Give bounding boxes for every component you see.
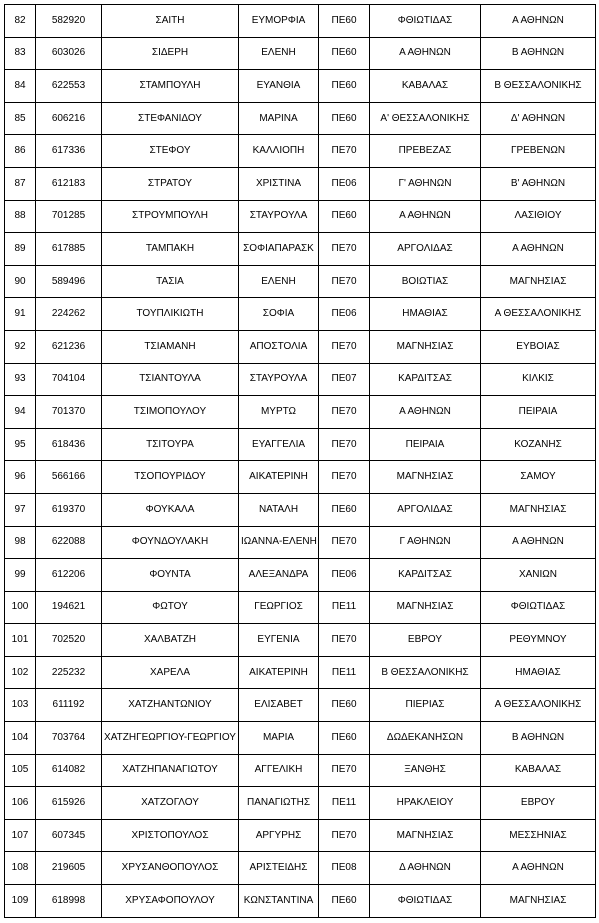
cell-branch: ΠΕ70 xyxy=(319,526,370,559)
cell-surname: ΤΟΥΠΛΙΚΙΩΤΗ xyxy=(102,298,239,331)
cell-row-number: 105 xyxy=(5,754,36,787)
cell-destination: ΜΑΓΝΗΣΙΑΣ xyxy=(481,493,596,526)
cell-surname: ΤΣΙΜΟΠΟΥΛΟΥ xyxy=(102,396,239,429)
cell-origin: ΒΟΙΩΤΙΑΣ xyxy=(370,265,481,298)
cell-registry-id: 607345 xyxy=(36,819,102,852)
cell-origin: Α ΑΘΗΝΩΝ xyxy=(370,200,481,233)
table-row xyxy=(5,852,596,885)
cell-destination: ΡΕΘΥΜΝΟΥ xyxy=(481,624,596,657)
cell-branch: ΠΕ11 xyxy=(319,656,370,689)
cell-registry-id: 219605 xyxy=(36,852,102,885)
cell-branch: ΠΕ60 xyxy=(319,70,370,103)
cell-surname: ΦΩΤΟΥ xyxy=(102,591,239,624)
cell-surname: ΧΑΤΖΗΠΑΝΑΓΙΩΤΟΥ xyxy=(102,754,239,787)
cell-first-name: ΜΑΡΙΑ xyxy=(239,722,319,755)
cell-registry-id: 619370 xyxy=(36,493,102,526)
cell-origin: ΑΡΓΟΛΙΔΑΣ xyxy=(370,233,481,266)
cell-registry-id: 701370 xyxy=(36,396,102,429)
cell-branch: ΠΕ70 xyxy=(319,330,370,363)
cell-branch: ΠΕ06 xyxy=(319,167,370,200)
cell-surname: ΦΟΥΝΤΑ xyxy=(102,559,239,592)
cell-surname: ΣΤΕΦΑΝΙΔΟΥ xyxy=(102,102,239,135)
cell-origin: ΞΑΝΘΗΣ xyxy=(370,754,481,787)
cell-first-name: ΣΟΦΙΑ xyxy=(239,298,319,331)
cell-origin: Α ΑΘΗΝΩΝ xyxy=(370,396,481,429)
cell-destination: ΗΜΑΘΙΑΣ xyxy=(481,656,596,689)
cell-destination: ΓΡΕΒΕΝΩΝ xyxy=(481,135,596,168)
cell-destination: ΛΑΣΙΘΙΟΥ xyxy=(481,200,596,233)
cell-first-name: ΠΑΝΑΓΙΩΤΗΣ xyxy=(239,787,319,820)
cell-registry-id: 225232 xyxy=(36,656,102,689)
cell-row-number: 83 xyxy=(5,37,36,70)
cell-destination: ΦΘΙΩΤΙΔΑΣ xyxy=(481,591,596,624)
cell-destination: Β' ΑΘΗΝΩΝ xyxy=(481,167,596,200)
cell-destination: ΕΥΒΟΙΑΣ xyxy=(481,330,596,363)
cell-row-number: 82 xyxy=(5,5,36,38)
cell-row-number: 108 xyxy=(5,852,36,885)
cell-first-name: ΝΑΤΑΛΗ xyxy=(239,493,319,526)
document-page xyxy=(4,4,596,918)
cell-surname: ΦΟΥΝΔΟΥΛΑΚΗ xyxy=(102,526,239,559)
cell-first-name: ΓΕΩΡΓΙΟΣ xyxy=(239,591,319,624)
cell-destination: Β ΑΘΗΝΩΝ xyxy=(481,37,596,70)
cell-branch: ΠΕ60 xyxy=(319,200,370,233)
cell-surname: ΤΣΙΤΟΥΡΑ xyxy=(102,428,239,461)
cell-first-name: ΑΛΕΞΑΝΔΡΑ xyxy=(239,559,319,592)
table-row xyxy=(5,200,596,233)
table-row xyxy=(5,526,596,559)
cell-first-name: ΑΡΙΣΤΕΙΔΗΣ xyxy=(239,852,319,885)
cell-surname: ΣΤΑΜΠΟΥΛΗ xyxy=(102,70,239,103)
cell-origin: ΚΑΡΔΙΤΣΑΣ xyxy=(370,559,481,592)
cell-branch: ΠΕ06 xyxy=(319,559,370,592)
cell-row-number: 92 xyxy=(5,330,36,363)
cell-branch: ΠΕ60 xyxy=(319,689,370,722)
cell-branch: ΠΕ70 xyxy=(319,265,370,298)
cell-registry-id: 612183 xyxy=(36,167,102,200)
cell-surname: ΧΑΛΒΑΤΖΗ xyxy=(102,624,239,657)
table-row xyxy=(5,689,596,722)
cell-registry-id: 618436 xyxy=(36,428,102,461)
cell-row-number: 87 xyxy=(5,167,36,200)
cell-destination: Α ΑΘΗΝΩΝ xyxy=(481,5,596,38)
cell-origin: ΗΜΑΘΙΑΣ xyxy=(370,298,481,331)
cell-first-name: ΕΛΕΝΗ xyxy=(239,265,319,298)
table-row xyxy=(5,233,596,266)
cell-row-number: 100 xyxy=(5,591,36,624)
cell-first-name: ΕΛΙΣΑΒΕΤ xyxy=(239,689,319,722)
cell-first-name: ΕΥΓΕΝΙΑ xyxy=(239,624,319,657)
cell-registry-id: 582920 xyxy=(36,5,102,38)
cell-surname: ΤΣΟΠΟΥΡΙΔΟΥ xyxy=(102,461,239,494)
cell-registry-id: 621236 xyxy=(36,330,102,363)
cell-branch: ΠΕ60 xyxy=(319,37,370,70)
cell-destination: ΜΕΣΣΗΝΙΑΣ xyxy=(481,819,596,852)
cell-surname: ΤΑΜΠΑΚΗ xyxy=(102,233,239,266)
cell-first-name: ΣΤΑΥΡΟΥΛΑ xyxy=(239,200,319,233)
cell-origin: ΠΕΙΡΑΙΑ xyxy=(370,428,481,461)
table-row xyxy=(5,461,596,494)
cell-registry-id: 612206 xyxy=(36,559,102,592)
cell-row-number: 85 xyxy=(5,102,36,135)
table-row xyxy=(5,363,596,396)
cell-branch: ΠΕ60 xyxy=(319,722,370,755)
cell-registry-id: 611192 xyxy=(36,689,102,722)
cell-row-number: 103 xyxy=(5,689,36,722)
cell-registry-id: 614082 xyxy=(36,754,102,787)
cell-origin: ΔΩΔΕΚΑΝΗΣΩΝ xyxy=(370,722,481,755)
cell-destination: Α ΘΕΣΣΑΛΟΝΙΚΗΣ xyxy=(481,689,596,722)
table-body xyxy=(5,5,596,918)
cell-origin: ΜΑΓΝΗΣΙΑΣ xyxy=(370,330,481,363)
table-row xyxy=(5,656,596,689)
cell-destination: ΧΑΝΙΩΝ xyxy=(481,559,596,592)
cell-registry-id: 615926 xyxy=(36,787,102,820)
cell-origin: ΦΘΙΩΤΙΔΑΣ xyxy=(370,5,481,38)
cell-registry-id: 194621 xyxy=(36,591,102,624)
cell-surname: ΧΡΥΣΑΦΟΠΟΥΛΟΥ xyxy=(102,885,239,918)
cell-first-name: ΑΙΚΑΤΕΡΙΝΗ xyxy=(239,656,319,689)
cell-registry-id: 566166 xyxy=(36,461,102,494)
table-row xyxy=(5,819,596,852)
table-row xyxy=(5,135,596,168)
table-row xyxy=(5,37,596,70)
cell-branch: ΠΕ06 xyxy=(319,298,370,331)
cell-branch: ΠΕ70 xyxy=(319,428,370,461)
cell-destination: ΠΕΙΡΑΙΑ xyxy=(481,396,596,429)
cell-registry-id: 617336 xyxy=(36,135,102,168)
cell-branch: ΠΕ70 xyxy=(319,461,370,494)
table-row xyxy=(5,493,596,526)
table-row xyxy=(5,591,596,624)
cell-origin: Δ ΑΘΗΝΩΝ xyxy=(370,852,481,885)
cell-registry-id: 606216 xyxy=(36,102,102,135)
table-row xyxy=(5,265,596,298)
cell-surname: ΧΑΤΖΟΓΛΟΥ xyxy=(102,787,239,820)
cell-branch: ΠΕ07 xyxy=(319,363,370,396)
cell-branch: ΠΕ70 xyxy=(319,754,370,787)
cell-row-number: 88 xyxy=(5,200,36,233)
cell-origin: ΜΑΓΝΗΣΙΑΣ xyxy=(370,461,481,494)
cell-destination: Δ' ΑΘΗΝΩΝ xyxy=(481,102,596,135)
cell-surname: ΧΑΡΕΛΑ xyxy=(102,656,239,689)
cell-first-name: ΕΥΜΟΡΦΙΑ xyxy=(239,5,319,38)
table-row xyxy=(5,624,596,657)
cell-origin: Γ' ΑΘΗΝΩΝ xyxy=(370,167,481,200)
cell-row-number: 106 xyxy=(5,787,36,820)
transfer-table xyxy=(4,4,596,918)
cell-destination: Β ΑΘΗΝΩΝ xyxy=(481,722,596,755)
cell-surname: ΣΤΡΟΥΜΠΟΥΛΗ xyxy=(102,200,239,233)
cell-origin: Β ΘΕΣΣΑΛΟΝΙΚΗΣ xyxy=(370,656,481,689)
cell-row-number: 84 xyxy=(5,70,36,103)
cell-destination: ΕΒΡΟΥ xyxy=(481,787,596,820)
cell-first-name: ΑΓΓΕΛΙΚΗ xyxy=(239,754,319,787)
cell-destination: ΜΑΓΝΗΣΙΑΣ xyxy=(481,265,596,298)
cell-origin: ΠΙΕΡΙΑΣ xyxy=(370,689,481,722)
cell-row-number: 109 xyxy=(5,885,36,918)
cell-surname: ΤΑΣΙΑ xyxy=(102,265,239,298)
cell-destination: ΚΑΒΑΛΑΣ xyxy=(481,754,596,787)
cell-destination: Α ΘΕΣΣΑΛΟΝΙΚΗΣ xyxy=(481,298,596,331)
cell-surname: ΦΟΥΚΑΛΑ xyxy=(102,493,239,526)
cell-origin: Α' ΘΕΣΣΑΛΟΝΙΚΗΣ xyxy=(370,102,481,135)
cell-row-number: 96 xyxy=(5,461,36,494)
cell-row-number: 89 xyxy=(5,233,36,266)
cell-origin: ΜΑΓΝΗΣΙΑΣ xyxy=(370,819,481,852)
cell-row-number: 93 xyxy=(5,363,36,396)
cell-row-number: 107 xyxy=(5,819,36,852)
cell-registry-id: 589496 xyxy=(36,265,102,298)
table-row xyxy=(5,5,596,38)
cell-row-number: 102 xyxy=(5,656,36,689)
cell-branch: ΠΕ60 xyxy=(319,5,370,38)
cell-branch: ΠΕ70 xyxy=(319,135,370,168)
table-row xyxy=(5,396,596,429)
cell-registry-id: 622088 xyxy=(36,526,102,559)
cell-first-name: ΜΑΡΙΝΑ xyxy=(239,102,319,135)
cell-branch: ΠΕ60 xyxy=(319,493,370,526)
table-row xyxy=(5,70,596,103)
cell-origin: ΠΡΕΒΕΖΑΣ xyxy=(370,135,481,168)
cell-destination: ΚΟΖΑΝΗΣ xyxy=(481,428,596,461)
cell-first-name: ΚΑΛΛΙΟΠΗ xyxy=(239,135,319,168)
cell-branch: ΠΕ60 xyxy=(319,102,370,135)
cell-row-number: 98 xyxy=(5,526,36,559)
cell-row-number: 99 xyxy=(5,559,36,592)
cell-registry-id: 224262 xyxy=(36,298,102,331)
cell-destination: ΣΑΜΟΥ xyxy=(481,461,596,494)
table-row xyxy=(5,722,596,755)
table-row xyxy=(5,559,596,592)
cell-first-name: ΧΡΙΣΤΙΝΑ xyxy=(239,167,319,200)
cell-row-number: 95 xyxy=(5,428,36,461)
cell-row-number: 101 xyxy=(5,624,36,657)
cell-branch: ΠΕ70 xyxy=(319,396,370,429)
table-row xyxy=(5,330,596,363)
cell-registry-id: 603026 xyxy=(36,37,102,70)
table-row xyxy=(5,787,596,820)
cell-registry-id: 701285 xyxy=(36,200,102,233)
cell-first-name: ΕΛΕΝΗ xyxy=(239,37,319,70)
cell-destination: ΚΙΛΚΙΣ xyxy=(481,363,596,396)
cell-destination: Α ΑΘΗΝΩΝ xyxy=(481,233,596,266)
cell-surname: ΤΣΙΑΜΑΝΗ xyxy=(102,330,239,363)
cell-destination: Β ΘΕΣΣΑΛΟΝΙΚΗΣ xyxy=(481,70,596,103)
cell-destination: Α ΑΘΗΝΩΝ xyxy=(481,852,596,885)
cell-origin: ΚΑΡΔΙΤΣΑΣ xyxy=(370,363,481,396)
cell-surname: ΤΣΙΑΝΤΟΥΛΑ xyxy=(102,363,239,396)
cell-branch: ΠΕ70 xyxy=(319,624,370,657)
cell-row-number: 97 xyxy=(5,493,36,526)
table-row xyxy=(5,102,596,135)
cell-destination: Α ΑΘΗΝΩΝ xyxy=(481,526,596,559)
cell-origin: ΑΡΓΟΛΙΔΑΣ xyxy=(370,493,481,526)
cell-first-name: ΑΡΓΥΡΗΣ xyxy=(239,819,319,852)
cell-first-name: ΑΙΚΑΤΕΡΙΝΗ xyxy=(239,461,319,494)
cell-row-number: 104 xyxy=(5,722,36,755)
cell-first-name: ΣΟΦΙΑΠΑΡΑΣΚ xyxy=(239,233,319,266)
cell-branch: ΠΕ08 xyxy=(319,852,370,885)
cell-surname: ΧΡΙΣΤΟΠΟΥΛΟΣ xyxy=(102,819,239,852)
cell-registry-id: 622553 xyxy=(36,70,102,103)
cell-registry-id: 703764 xyxy=(36,722,102,755)
cell-destination: ΜΑΓΝΗΣΙΑΣ xyxy=(481,885,596,918)
cell-surname: ΧΡΥΣΑΝΘΟΠΟΥΛΟΣ xyxy=(102,852,239,885)
cell-surname: ΣΤΡΑΤΟΥ xyxy=(102,167,239,200)
table-row xyxy=(5,754,596,787)
cell-first-name: ΣΤΑΥΡΟΥΛΑ xyxy=(239,363,319,396)
cell-registry-id: 618998 xyxy=(36,885,102,918)
table-row xyxy=(5,428,596,461)
cell-surname: ΧΑΤΖΗΑΝΤΩΝΙΟΥ xyxy=(102,689,239,722)
cell-origin: Γ ΑΘΗΝΩΝ xyxy=(370,526,481,559)
cell-origin: Α ΑΘΗΝΩΝ xyxy=(370,37,481,70)
cell-row-number: 86 xyxy=(5,135,36,168)
cell-first-name: ΑΠΟΣΤΟΛΙΑ xyxy=(239,330,319,363)
cell-first-name: ΚΩΝΣΤΑΝΤΙΝΑ xyxy=(239,885,319,918)
cell-branch: ΠΕ70 xyxy=(319,233,370,266)
cell-registry-id: 704104 xyxy=(36,363,102,396)
table-row xyxy=(5,167,596,200)
cell-origin: ΜΑΓΝΗΣΙΑΣ xyxy=(370,591,481,624)
cell-surname: ΣΑΙΤΗ xyxy=(102,5,239,38)
cell-surname: ΣΤΕΦΟΥ xyxy=(102,135,239,168)
cell-surname: ΣΙΔΕΡΗ xyxy=(102,37,239,70)
cell-branch: ΠΕ11 xyxy=(319,591,370,624)
cell-surname: ΧΑΤΖΗΓΕΩΡΓΙΟΥ-ΓΕΩΡΓΙΟΥ xyxy=(102,722,239,755)
cell-origin: ΗΡΑΚΛΕΙΟΥ xyxy=(370,787,481,820)
cell-registry-id: 702520 xyxy=(36,624,102,657)
cell-first-name: ΜΥΡΤΩ xyxy=(239,396,319,429)
cell-origin: ΕΒΡΟΥ xyxy=(370,624,481,657)
cell-row-number: 94 xyxy=(5,396,36,429)
cell-first-name: ΕΥΑΝΘΙΑ xyxy=(239,70,319,103)
cell-origin: ΦΘΙΩΤΙΔΑΣ xyxy=(370,885,481,918)
table-row xyxy=(5,298,596,331)
cell-branch: ΠΕ70 xyxy=(319,819,370,852)
cell-branch: ΠΕ11 xyxy=(319,787,370,820)
table-row xyxy=(5,885,596,918)
cell-row-number: 90 xyxy=(5,265,36,298)
cell-registry-id: 617885 xyxy=(36,233,102,266)
cell-origin: ΚΑΒΑΛΑΣ xyxy=(370,70,481,103)
cell-row-number: 91 xyxy=(5,298,36,331)
cell-first-name: ΙΩΑΝΝΑ-ΕΛΕΝΗ xyxy=(239,526,319,559)
cell-branch: ΠΕ60 xyxy=(319,885,370,918)
cell-first-name: ΕΥΑΓΓΕΛΙΑ xyxy=(239,428,319,461)
